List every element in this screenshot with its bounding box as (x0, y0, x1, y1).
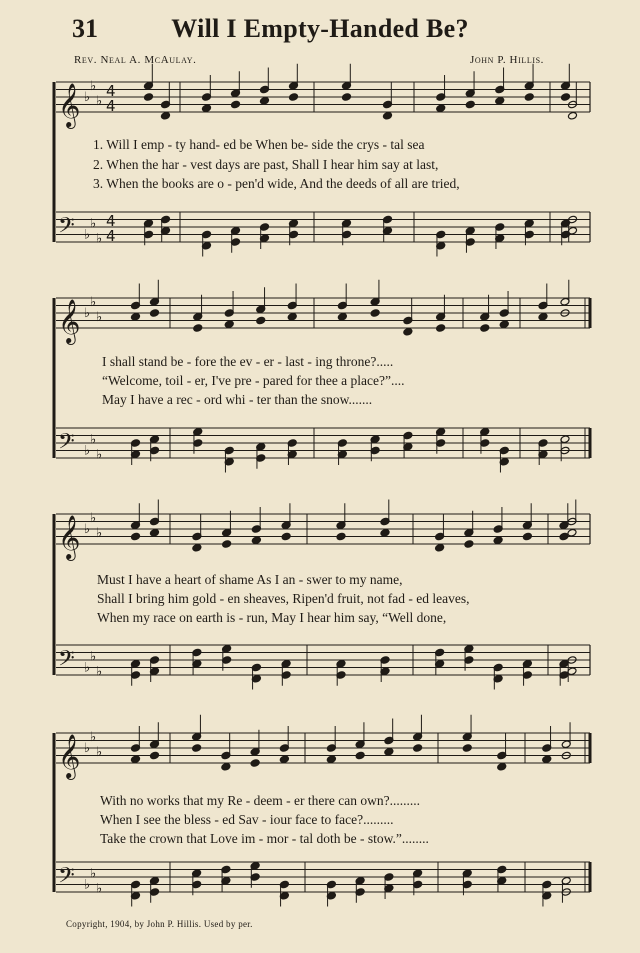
note-head (403, 327, 413, 336)
flat-icon: ♭ (96, 525, 103, 541)
lyric-s4-v2: When I see the bless - ed Sav - iour face to face?......... (100, 812, 394, 827)
flat-icon: ♭ (96, 881, 103, 897)
note-head (289, 93, 299, 102)
note-head (224, 320, 234, 329)
lyric-s3-v2: Shall I bring him gold - en sheaves, Ripen'd fruit, not fad - ed leaves, (97, 591, 470, 606)
note-head (568, 111, 578, 120)
time-signature-bottom: 4 (106, 227, 116, 245)
flat-icon: ♭ (96, 447, 103, 463)
bass-clef-icon: 𝄢 (58, 646, 75, 677)
hymn-title: Will I Empty-Handed Be? (171, 14, 469, 43)
lyric-s4-v1: With no works that my Re - deem - er there can own?......... (100, 793, 420, 808)
note-head (144, 93, 154, 102)
copyright-notice: Copyright, 1904, by John P. Hillis. Used by per. (66, 919, 253, 929)
note-head (131, 755, 141, 764)
note-head (380, 528, 390, 537)
note-head (436, 104, 446, 113)
note-head (538, 312, 548, 321)
flat-icon: ♭ (90, 78, 97, 94)
flat-icon: ♭ (84, 306, 91, 321)
note-head (150, 309, 160, 318)
note-head (342, 93, 352, 102)
treble-clef-icon: 𝄞 (58, 83, 81, 127)
note-head (337, 312, 347, 321)
note-head (250, 759, 260, 768)
note-head (222, 540, 232, 549)
flat-icon: ♭ (96, 744, 103, 760)
lyric-s3-v1: Must I have a heart of shame As I an - swer to my name, (97, 572, 403, 587)
flat-icon: ♭ (84, 660, 91, 676)
note-head (231, 100, 241, 109)
flat-icon: ♭ (96, 664, 103, 680)
note-head (256, 316, 266, 325)
note-head (495, 96, 505, 105)
note-head (192, 744, 202, 753)
note-head (413, 744, 423, 753)
note-head (370, 309, 380, 318)
note-head (287, 312, 297, 321)
time-signature-bottom: 4 (106, 97, 116, 115)
bass-clef-icon: 𝄢 (58, 863, 75, 894)
note-head (464, 540, 474, 549)
flat-icon: ♭ (84, 741, 91, 756)
note-head (524, 93, 534, 102)
note-head (193, 324, 203, 333)
flat-icon: ♭ (90, 649, 97, 665)
flat-icon: ♭ (90, 729, 97, 745)
note-head (251, 536, 261, 545)
note-head (355, 751, 365, 760)
flat-icon: ♭ (84, 522, 91, 537)
bass-clef-icon: 𝄢 (58, 213, 75, 244)
note-head (202, 104, 212, 113)
note-head (497, 762, 507, 771)
note-head (260, 96, 270, 105)
note-head (383, 111, 393, 120)
treble-clef-icon: 𝄞 (58, 299, 81, 343)
lyric-s1-v3: 3. When the books are o - pen'd wide, And the deeds of all are tried, (93, 176, 460, 191)
lyric-s4-v3: Take the crown that Love im - mor - tal doth be - stow.”........ (100, 831, 429, 846)
flat-icon: ♭ (96, 93, 103, 109)
time-signature-top: 4 (106, 82, 116, 100)
lyric-s2-v2: “Welcome, toil - er, I've pre - pared for thee a place?”.... (102, 373, 405, 388)
lyricist-credit: Rev. Neal A. McAulay. (74, 54, 197, 66)
note-head (462, 744, 472, 753)
flat-icon: ♭ (90, 294, 97, 310)
note-head (131, 312, 141, 321)
note-head (561, 93, 571, 102)
flat-icon: ♭ (90, 510, 97, 526)
flat-icon: ♭ (84, 443, 91, 459)
note-head (131, 532, 141, 541)
note-head (522, 532, 532, 541)
note-head (567, 528, 577, 537)
flat-icon: ♭ (96, 309, 103, 325)
note-head (499, 320, 509, 329)
lyric-s1-v1: 1. Will I emp - ty hand- ed be When be- side the crys - tal sea (93, 137, 425, 152)
lyric-s3-v3: When my race on earth is - run, May I hear him say, “Well done, (97, 610, 447, 625)
note-head (336, 532, 346, 541)
note-head (150, 751, 160, 760)
treble-clef-icon: 𝄞 (58, 734, 81, 778)
lyric-s2-v1: I shall stand be - fore the ev - er - last - ing throne?..... (102, 354, 394, 369)
flat-icon: ♭ (84, 90, 91, 105)
note-head (279, 755, 289, 764)
note-head (161, 111, 171, 120)
flat-icon: ♭ (90, 216, 97, 232)
treble-clef-icon: 𝄞 (58, 515, 81, 559)
note-head (221, 762, 231, 771)
flat-icon: ♭ (84, 877, 91, 893)
note-head (493, 536, 503, 545)
note-head (192, 543, 202, 552)
composer-credit: John P. Hillis. (470, 54, 545, 66)
time-signature-top: 4 (106, 212, 116, 230)
note-head (542, 755, 552, 764)
note-head (281, 532, 291, 541)
flat-icon: ♭ (90, 432, 97, 448)
note-head (150, 528, 160, 537)
note-head (480, 324, 490, 333)
flat-icon: ♭ (90, 866, 97, 882)
flat-icon: ♭ (84, 227, 91, 243)
flat-icon: ♭ (96, 231, 103, 247)
note-head (435, 543, 445, 552)
lyric-s2-v3: May I have a rec - ord whi - ter than the snow....... (102, 392, 373, 407)
note-head (465, 100, 475, 109)
note-head (326, 755, 336, 764)
bass-clef-icon: 𝄢 (58, 429, 75, 460)
note-head (384, 747, 394, 756)
note-head (436, 324, 446, 333)
lyric-s1-v2: 2. When the har - vest days are past, Shall I hear him say at last, (93, 157, 439, 172)
hymn-number: 31 (72, 14, 98, 43)
